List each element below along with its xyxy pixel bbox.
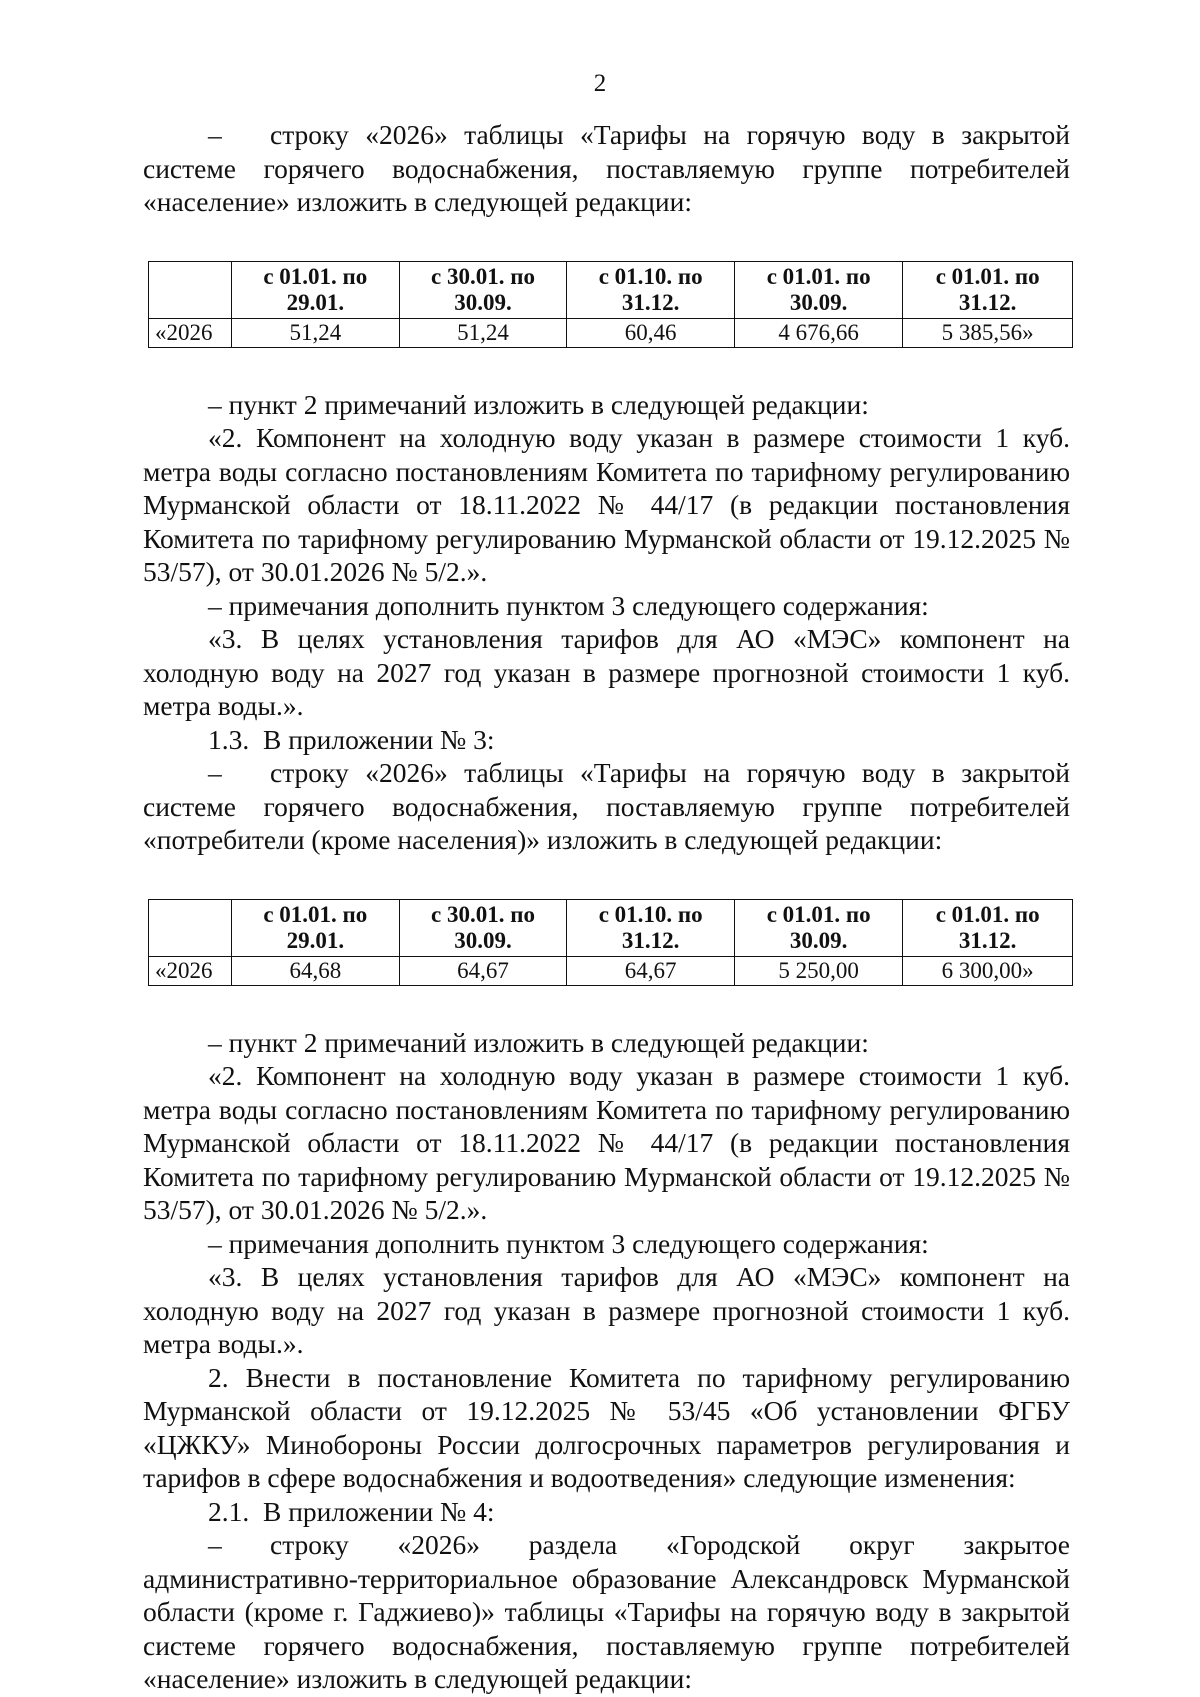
section3-intro: строку «2026» раздела «Городской округ закрытое административно-территориальное образование Александровск Мурманской области (кроме г. Гаджиево)» таблицы «Тарифы на горячую воду в закрытой системе горячего водоснабжения, поставляемую группе потребителей «население» изложить в следующей редакции:	[143, 1529, 1070, 1694]
table-header-cell: с 01.01. по 29.01.	[232, 261, 400, 318]
table-header-cell: с 01.10. по 31.12.	[567, 899, 735, 956]
dash-marker: –	[208, 119, 222, 150]
note-intro: – примечания дополнить пунктом 3 следующего содержания:	[208, 589, 929, 621]
section2-paragraph	[143, 756, 1070, 857]
table-header-cell: с 30.01. по 30.09.	[399, 261, 567, 318]
table-cell: 64,67	[567, 956, 735, 985]
table-cell: 51,24	[399, 318, 567, 347]
item-heading: 2.1. В приложении № 4:	[208, 1495, 495, 1527]
table-header-cell	[149, 261, 232, 318]
table-cell: 5 385,56»	[903, 318, 1073, 347]
table-cell: «2026	[149, 956, 232, 985]
page-number: 2	[593, 70, 607, 97]
dash-marker: –	[208, 1529, 222, 1560]
table-cell: 64,67	[399, 956, 567, 985]
table-header-row	[149, 261, 1073, 318]
table-header-cell: с 30.01. по 30.09.	[399, 899, 567, 956]
table-cell: 60,46	[567, 318, 735, 347]
section2-intro: строку «2026» таблицы «Тарифы на горячую воду в закрытой системе горячего водоснабжения, поставляемую группе потребителей «потребители (кроме населения)» изложить в следующей редакции:	[143, 757, 1070, 855]
table-header-cell: с 01.01. по 29.01.	[232, 899, 400, 956]
table-row	[149, 956, 1073, 985]
table-header-row	[149, 899, 1073, 956]
table-cell: 6 300,00»	[903, 956, 1073, 985]
table-header-cell: с 01.01. по 30.09.	[735, 261, 903, 318]
note-text: «2. Компонент на холодную воду указан в размере стоимости 1 куб. метра воды согласно постановлениям Комитета по тарифному регулированию Мурманской области от 18.11.2022 № 44/17 (в редакции постановления Комитета по тарифному регулированию Мурманской области от 19.12.2025 № 53/57), от 30.01.2026 № 5/2.».	[143, 422, 1070, 587]
note-intro: – пункт 2 примечаний изложить в следующей редакции:	[208, 388, 869, 420]
tariff-table-consumers	[148, 899, 1073, 986]
note-intro: – пункт 2 примечаний изложить в следующей редакции:	[208, 1026, 869, 1058]
table-cell: 51,24	[232, 318, 400, 347]
table-header-cell: с 01.01. по 30.09.	[735, 899, 903, 956]
item-2-paragraph: 2. Внести в постановление Комитета по тарифному регулированию Мурманской области от 19.12.2025 № 53/45 «Об установлении ФГБУ «ЦЖКУ» Минобороны России долгосрочных параметров регулирования и тарифов в сфере водоснабжения и водоотведения» следующие изменения:	[143, 1361, 1070, 1493]
note-intro: – примечания дополнить пунктом 3 следующего содержания:	[208, 1227, 929, 1259]
tariff-table-population	[148, 261, 1073, 348]
section1-paragraph	[143, 118, 1070, 219]
section3-paragraph	[143, 1528, 1070, 1696]
note-text: «3. В целях установления тарифов для АО «МЭС» компонент на холодную воду на 2027 год указан в размере прогнозной стоимости 1 куб. метра воды.».	[143, 1261, 1070, 1359]
table-row	[149, 318, 1073, 347]
item-heading: 1.3. В приложении № 3:	[208, 723, 495, 755]
table-header-cell: с 01.01. по 31.12.	[903, 899, 1073, 956]
table-header-cell: с 01.10. по 31.12.	[567, 261, 735, 318]
table-cell: 4 676,66	[735, 318, 903, 347]
note-text: «2. Компонент на холодную воду указан в размере стоимости 1 куб. метра воды согласно постановлениям Комитета по тарифному регулированию Мурманской области от 18.11.2022 № 44/17 (в редакции постановления Комитета по тарифному регулированию Мурманской области от 19.12.2025 № 53/57), от 30.01.2026 № 5/2.».	[143, 1060, 1070, 1225]
table-header-cell	[149, 899, 232, 956]
table-cell: 5 250,00	[735, 956, 903, 985]
table-cell: 64,68	[232, 956, 400, 985]
table-cell: «2026	[149, 318, 232, 347]
note-text: «3. В целях установления тарифов для АО «МЭС» компонент на холодную воду на 2027 год указан в размере прогнозной стоимости 1 куб. метра воды.».	[143, 623, 1070, 721]
table-header-cell: с 01.01. по 31.12.	[903, 261, 1073, 318]
dash-marker: –	[208, 757, 222, 788]
section1-intro: строку «2026» таблицы «Тарифы на горячую воду в закрытой системе горячего водоснабжения, поставляемую группе потребителей «население» изложить в следующей редакции:	[143, 119, 1070, 217]
document-body	[143, 118, 1070, 1696]
